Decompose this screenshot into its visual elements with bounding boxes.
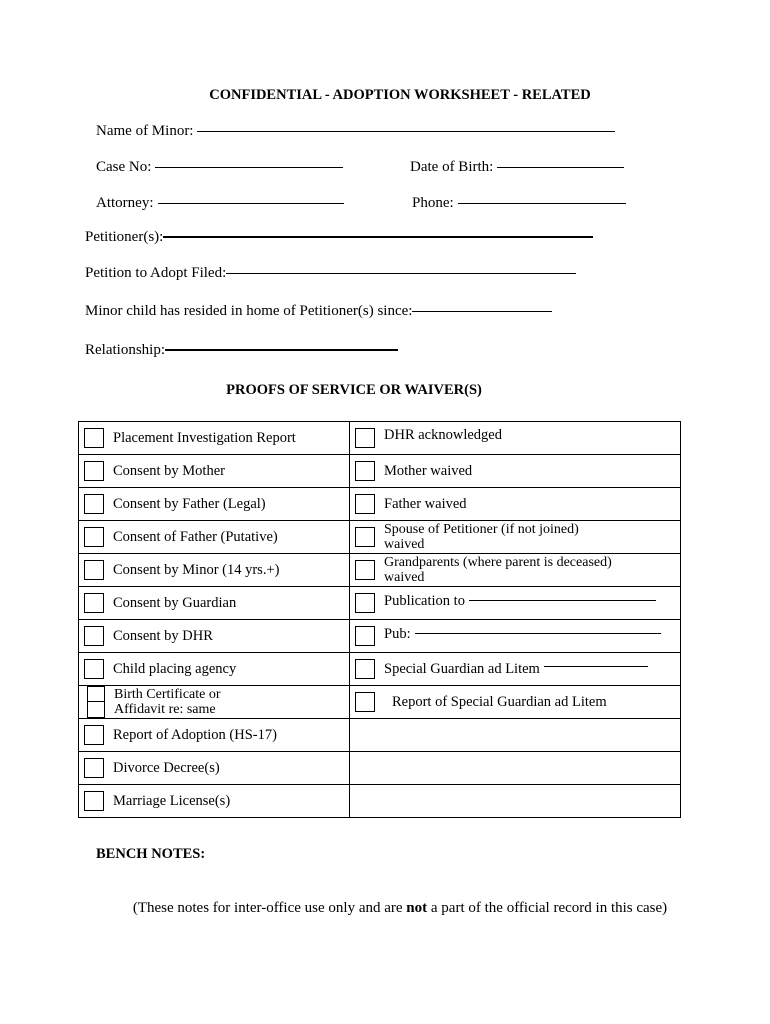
attorney-line[interactable]	[158, 202, 344, 204]
item-label: Consent by Guardian	[113, 594, 237, 611]
checkbox[interactable]	[355, 692, 375, 712]
item-label: Consent by Mother	[113, 462, 225, 479]
table-row	[79, 686, 681, 719]
item-label: Report of Adoption (HS-17)	[113, 726, 277, 743]
petition-filed-label: Petition to Adopt Filed:	[85, 265, 227, 281]
publication-to-line[interactable]	[469, 599, 656, 601]
table-row	[79, 620, 681, 653]
bench-notes-disclaimer	[110, 900, 690, 917]
case-no-label: Case No:	[96, 159, 152, 175]
checkbox[interactable]	[84, 659, 104, 679]
checkbox[interactable]	[355, 560, 375, 580]
item-label: Special Guardian ad Litem	[384, 660, 540, 677]
checkbox[interactable]	[84, 725, 104, 745]
proofs-table	[78, 421, 681, 818]
attorney-field[interactable]	[96, 195, 344, 212]
checkbox[interactable]	[84, 494, 104, 514]
table-row	[79, 488, 681, 521]
table-row	[79, 752, 681, 785]
item-label: Child placing agency	[113, 660, 237, 677]
item-label-continued: Affidavit re: same	[114, 702, 216, 717]
table-row	[79, 719, 681, 752]
checkbox[interactable]	[84, 461, 104, 481]
checkbox[interactable]	[355, 659, 375, 679]
petitioners-line[interactable]	[163, 235, 593, 238]
table-row	[79, 587, 681, 620]
empty-cell	[350, 719, 681, 752]
checkbox[interactable]	[84, 758, 104, 778]
resided-since-line[interactable]	[412, 310, 552, 312]
date-of-birth-field[interactable]	[410, 159, 624, 176]
item-label: Placement Investigation Report	[113, 429, 296, 446]
note-emphasis: not	[406, 900, 428, 916]
item-label: Father waived	[384, 495, 467, 512]
checkbox[interactable]	[355, 461, 375, 481]
item-label-continued: waived	[384, 537, 425, 552]
table-row	[79, 554, 681, 587]
page-title: CONFIDENTIAL - ADOPTION WORKSHEET - RELATED	[209, 87, 591, 103]
case-no-field[interactable]	[96, 159, 343, 176]
item-label: Spouse of Petitioner (if not joined)	[384, 522, 579, 537]
attorney-label: Attorney:	[96, 195, 154, 211]
item-label: Pub:	[384, 625, 411, 642]
table-row	[79, 653, 681, 686]
petition-filed-line[interactable]	[226, 272, 576, 274]
item-label: Consent of Father (Putative)	[113, 528, 278, 545]
relationship-field[interactable]	[85, 342, 398, 359]
name-of-minor-field[interactable]	[96, 123, 615, 140]
date-of-birth-line[interactable]	[497, 166, 624, 168]
table-row	[79, 455, 681, 488]
empty-cell	[350, 752, 681, 785]
checkbox[interactable]	[355, 527, 375, 547]
item-label: Divorce Decree(s)	[113, 759, 220, 776]
table-row	[79, 422, 681, 455]
date-of-birth-label: Date of Birth:	[410, 159, 494, 175]
item-label: Mother waived	[384, 462, 473, 479]
relationship-label: Relationship:	[85, 342, 165, 358]
petition-filed-field[interactable]	[85, 265, 576, 282]
case-no-line[interactable]	[155, 166, 343, 168]
pub-line[interactable]	[415, 632, 661, 634]
item-label: Marriage License(s)	[113, 792, 231, 809]
note-text: (These notes for inter-office use only and are	[132, 900, 407, 916]
phone-field[interactable]	[412, 195, 626, 212]
checkbox[interactable]	[87, 686, 105, 702]
checkbox[interactable]	[84, 527, 104, 547]
relationship-line[interactable]	[165, 348, 398, 351]
checkbox[interactable]	[87, 702, 105, 718]
phone-label: Phone:	[412, 195, 454, 211]
item-label: Consent by Minor (14 yrs.+)	[113, 561, 280, 578]
table-row	[79, 521, 681, 554]
checkbox[interactable]	[355, 428, 375, 448]
checkbox[interactable]	[84, 791, 104, 811]
petitioners-label: Petitioner(s):	[85, 229, 164, 245]
item-label: Consent by Father (Legal)	[113, 495, 266, 512]
name-of-minor-line[interactable]	[197, 130, 615, 132]
bench-notes-heading: BENCH NOTES:	[96, 846, 206, 862]
item-label: Publication to	[384, 592, 465, 609]
item-label: Report of Special Guardian ad Litem	[392, 693, 607, 710]
petitioners-field[interactable]	[85, 229, 593, 246]
resided-since-field[interactable]	[85, 303, 552, 320]
checkbox-pair	[87, 686, 105, 718]
item-label-continued: waived	[384, 570, 425, 585]
item-label: DHR acknowledged	[384, 426, 502, 443]
note-text-end: a part of the official record in this case)	[427, 900, 668, 916]
name-of-minor-label: Name of Minor:	[96, 123, 194, 139]
resided-since-label: Minor child has resided in home of Petitioner(s) since:	[85, 303, 413, 319]
checkbox[interactable]	[84, 428, 104, 448]
item-label: Birth Certificate or	[114, 687, 221, 702]
proofs-heading: PROOFS OF SERVICE OR WAIVER(S)	[226, 382, 482, 398]
item-label: Grandparents (where parent is deceased)	[384, 555, 612, 570]
empty-cell	[350, 785, 681, 818]
table-row	[79, 785, 681, 818]
checkbox[interactable]	[355, 626, 375, 646]
checkbox[interactable]	[84, 560, 104, 580]
checkbox[interactable]	[84, 593, 104, 613]
item-label: Consent by DHR	[113, 627, 213, 644]
phone-line[interactable]	[458, 202, 626, 204]
checkbox[interactable]	[355, 494, 375, 514]
guardian-ad-litem-line[interactable]	[544, 665, 648, 667]
checkbox[interactable]	[355, 593, 375, 613]
checkbox[interactable]	[84, 626, 104, 646]
